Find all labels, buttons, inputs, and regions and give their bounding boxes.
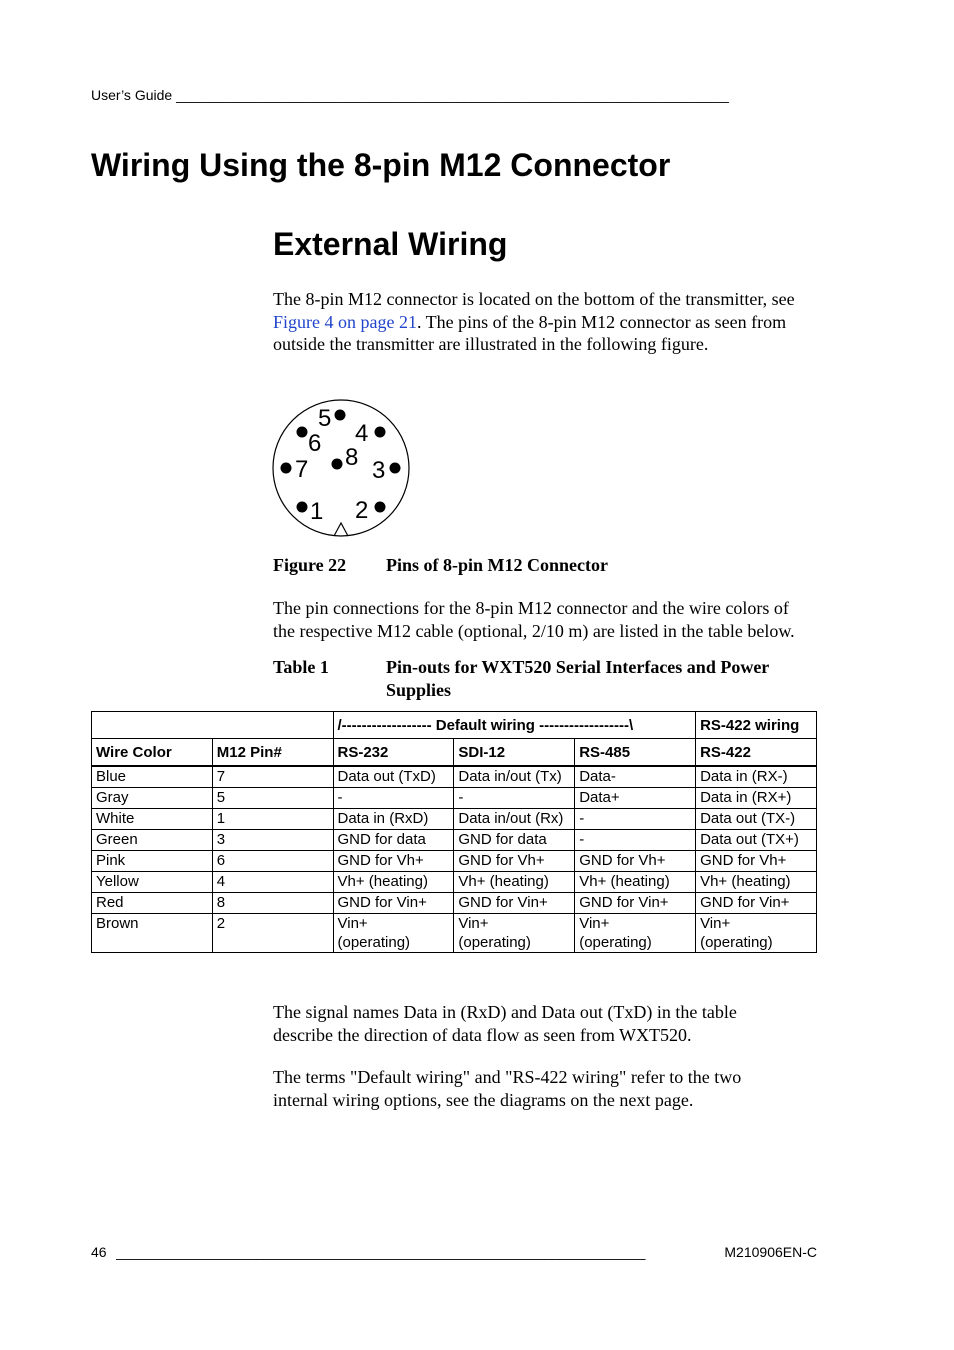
table-cell: 8: [212, 893, 333, 914]
table-cell: Data in (RxD): [333, 809, 454, 830]
table-row: [92, 893, 817, 914]
rs422-wiring-header: RS-422 wiring: [696, 712, 817, 739]
table-cell: Vin+ (operating): [696, 914, 817, 953]
table-cell: 1: [212, 809, 333, 830]
footer-rule: ____________________________________________________________________: [116, 1244, 646, 1260]
table-cell: -: [333, 788, 454, 809]
table-cell: GND for Vin+: [454, 893, 575, 914]
pin-dot-4: [375, 427, 386, 438]
table-cell: GND for data: [333, 830, 454, 851]
pin-label-8: 8: [345, 444, 359, 471]
table-row: [92, 851, 817, 872]
table-body: [92, 766, 817, 953]
col-header-rs422: RS-422: [696, 739, 817, 767]
pin-label-4: 4: [355, 420, 369, 447]
pinout-table: [91, 711, 817, 953]
table-cell: 5: [212, 788, 333, 809]
table-cell: GND for Vin+: [575, 893, 696, 914]
table-intro-line-2: the respective M12 cable (optional, 2/10 m) are listed in the table below.: [273, 620, 795, 641]
table-cell: Brown: [92, 914, 213, 953]
table-cell: Gray: [92, 788, 213, 809]
table-row: [92, 809, 817, 830]
table-cell: GND for Vh+: [575, 851, 696, 872]
table-cell: Vh+ (heating): [333, 872, 454, 893]
figure-4-link[interactable]: Figure 4 on page 21: [273, 311, 417, 332]
pin-label-3: 3: [372, 457, 386, 484]
pin-dot-2: [375, 502, 386, 513]
table-cell: Vh+ (heating): [575, 872, 696, 893]
table-cell: GND for Vh+: [454, 851, 575, 872]
table-row: [92, 788, 817, 809]
signal-names-paragraph: [273, 1001, 823, 1046]
table-cell: Data in (RX+): [696, 788, 817, 809]
pin-label-5: 5: [318, 405, 332, 432]
table-cell: GND for Vh+: [333, 851, 454, 872]
table-cell: GND for data: [454, 830, 575, 851]
wiring-terms-line-2: internal wiring options, see the diagrams on the next page.: [273, 1089, 694, 1110]
table-cell: 3: [212, 830, 333, 851]
table-cell: Data+: [575, 788, 696, 809]
default-wiring-header: /------------------ Default wiring ------------------\: [333, 712, 696, 739]
pin-label-7: 7: [295, 456, 309, 483]
table-cell: 4: [212, 872, 333, 893]
table-cell: Vh+ (heating): [696, 872, 817, 893]
pin-label-1: 1: [310, 498, 324, 525]
figure-caption-number: Figure 22: [273, 555, 347, 575]
table-cell: -: [575, 830, 696, 851]
table-cell: -: [454, 788, 575, 809]
pin-dot-8: [332, 459, 343, 470]
page-number: 46: [91, 1244, 107, 1260]
pin-dot-6: [297, 427, 308, 438]
table-cell: Vin+ (operating): [575, 914, 696, 953]
table-caption-title: Pin-outs for WXT520 Serial Interfaces and Power Supplies: [386, 657, 769, 700]
intro-line-1: The 8-pin M12 connector is located on the bottom of the transmitter, see: [273, 289, 795, 309]
col-header-rs232: RS-232: [333, 739, 454, 767]
table-cell: White: [92, 809, 213, 830]
pin-label-2: 2: [355, 497, 369, 524]
table-cell: 2: [212, 914, 333, 953]
section-title: External Wiring: [273, 226, 508, 262]
wiring-terms-line-1: The terms "Default wiring" and "RS-422 wiring" refer to the two: [273, 1067, 742, 1087]
signal-names-line-1: The signal names Data in (RxD) and Data out (TxD) in the table: [273, 1002, 737, 1022]
table-cell: Vh+ (heating): [454, 872, 575, 893]
table-cell: Red: [92, 893, 213, 914]
col-header-wire-color: Wire Color: [92, 739, 213, 767]
table-cell: Data-: [575, 766, 696, 788]
table-cell: Data out (TX+): [696, 830, 817, 851]
col-header-rs485: RS-485: [575, 739, 696, 767]
intro-line-3: outside the transmitter are illustrated in the following figure.: [273, 334, 709, 354]
table-cell: Green: [92, 830, 213, 851]
table-row: [92, 914, 817, 953]
table-intro-paragraph: [273, 597, 823, 642]
table-row: [92, 872, 817, 893]
pin-dot-5: [335, 410, 346, 421]
figure-caption: [273, 555, 608, 576]
figure-caption-title: Pins of 8-pin M12 Connector: [386, 555, 608, 575]
table-caption-number: Table 1: [273, 657, 329, 677]
table-cell: Data out (TX-): [696, 809, 817, 830]
table-cell: Data in/out (Tx): [454, 766, 575, 788]
table-cell: 6: [212, 851, 333, 872]
col-header-m12-pin: M12 Pin#: [212, 739, 333, 767]
table-cell: Data in (RX-): [696, 766, 817, 788]
table-row: [92, 830, 817, 851]
table-row: [92, 766, 817, 788]
page-title: Wiring Using the 8-pin M12 Connector: [91, 147, 671, 183]
table-group-header-row: [92, 712, 817, 739]
table-cell: GND for Vh+: [696, 851, 817, 872]
pin-dot-3: [390, 463, 401, 474]
table-cell: Pink: [92, 851, 213, 872]
table-column-header-row: [92, 739, 817, 767]
table-cell: Vin+ (operating): [333, 914, 454, 953]
pin-dot-7: [281, 463, 292, 474]
pin-label-6: 6: [308, 430, 322, 457]
table-intro-line-1: The pin connections for the 8-pin M12 connector and the wire colors of: [273, 598, 789, 618]
pin-dot-1: [297, 502, 308, 513]
wiring-terms-paragraph: [273, 1066, 823, 1111]
signal-names-line-2: describe the direction of data flow as seen from WXT520.: [273, 1024, 692, 1045]
key-notch: [334, 523, 348, 536]
intro-paragraph: [273, 288, 823, 356]
m12-connector-diagram: [270, 395, 415, 545]
table-cell: Blue: [92, 766, 213, 788]
document-code: M210906EN-C: [724, 1244, 817, 1260]
table-cell: 7: [212, 766, 333, 788]
table-group-empty-cell: [92, 712, 334, 739]
table-cell: Data in/out (Rx): [454, 809, 575, 830]
table-cell: Data out (TxD): [333, 766, 454, 788]
col-header-sdi12: SDI-12: [454, 739, 575, 767]
table-cell: Vin+ (operating): [454, 914, 575, 953]
table-cell: GND for Vin+: [333, 893, 454, 914]
running-header: User’s Guide _______________________________________________________________________: [91, 87, 729, 103]
table-cell: Yellow: [92, 872, 213, 893]
table-cell: -: [575, 809, 696, 830]
table-cell: GND for Vin+: [696, 893, 817, 914]
intro-line-2: . The pins of the 8-pin M12 connector as seen from: [416, 311, 787, 332]
